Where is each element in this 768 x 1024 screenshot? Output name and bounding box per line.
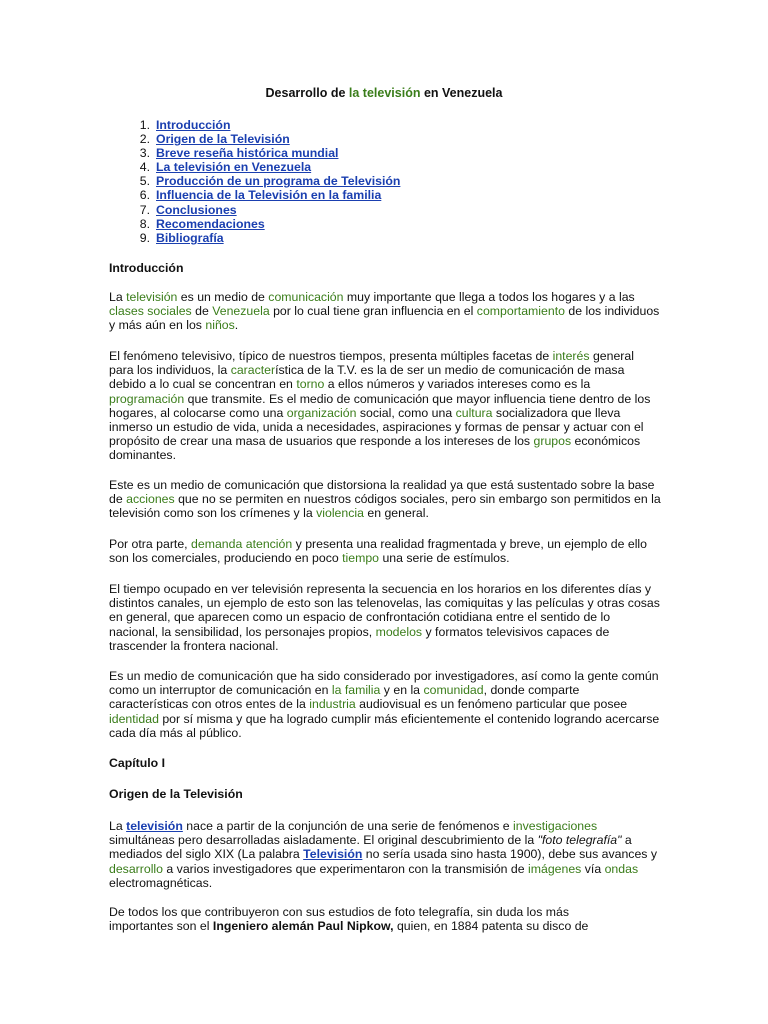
title-text-end: en Venezuela: [420, 86, 503, 100]
toc-link-introduccion[interactable]: Introducción: [156, 118, 231, 132]
italic-text: "foto telegrafía": [537, 833, 622, 848]
toc-link-origen[interactable]: Origen de la Televisión: [156, 132, 290, 147]
television-link[interactable]: televisión: [126, 819, 183, 833]
text: La: [109, 819, 127, 833]
text: .: [234, 318, 239, 333]
text: y en la: [380, 683, 424, 698]
text: que transmite. Es el medio de comunicación que mayor influencia tiene dentro de los hogares, al colocarse como una: [109, 391, 651, 420]
text: a ellos números y variados intereses como es la: [324, 377, 591, 392]
text: en general.: [363, 506, 429, 521]
text: simultáneas pero desarrolladas aisladamente. El original descubrimiento de la: [109, 833, 538, 848]
text: Es un medio de comunicación que ha sido considerado por investigadores, así como la gente común como un interruptor de comunicación en: [109, 669, 659, 698]
toc-number: 1.: [139, 118, 150, 132]
keyword-link[interactable]: investigaciones: [513, 819, 598, 833]
paragraph-investigadores: [109, 669, 661, 740]
keyword-link[interactable]: clases sociales: [109, 304, 192, 319]
paragraph-intro: [109, 290, 661, 333]
keyword-link[interactable]: televisión: [126, 290, 178, 304]
toc-number: 6.: [139, 188, 150, 203]
keyword-link[interactable]: modelos: [375, 624, 423, 639]
keyword-link[interactable]: ondas: [604, 861, 639, 876]
keyword-link[interactable]: identidad: [109, 711, 159, 726]
text: por sí misma y que ha logrado cumplir más eficientemente el contenido logrando acercarse cada día más al público.: [109, 711, 660, 740]
toc-link-produccion[interactable]: Producción de un programa de Televisión: [156, 174, 401, 189]
keyword-link[interactable]: organización: [286, 405, 357, 420]
title-link[interactable]: la televisión: [348, 86, 421, 100]
document-title: [0, 86, 768, 100]
keyword-link[interactable]: imágenes: [528, 861, 582, 876]
keyword-link[interactable]: tiempo: [342, 551, 380, 566]
paragraph-distorsiona: [109, 478, 661, 521]
paragraph-fenomeno: [109, 349, 661, 463]
text: Este es un medio de comunicación que distorsiona la realidad ya que está sustentado sobre la base de: [109, 478, 655, 507]
text: de: [191, 304, 213, 319]
paragraph-tiempo: [109, 582, 661, 653]
text: ística de la T.V. es la de ser un medio de comunicación de masa debido a lo cual se concentran en: [109, 363, 625, 392]
text: es un medio de: [177, 290, 269, 304]
text: , donde comparte características con otros entes de la: [109, 683, 580, 712]
keyword-link[interactable]: niños: [205, 318, 235, 333]
toc-number: 7.: [139, 202, 150, 217]
text: y presenta una realidad fragmentada y breve, un ejemplo de ello son los comerciales, produciendo en poco: [109, 537, 648, 566]
text: El fenómeno televisivo, típico de nuestros tiempos, presenta múltiples facetas de: [109, 349, 553, 363]
keyword-link[interactable]: comportamiento: [476, 304, 565, 319]
text: vía: [581, 861, 605, 876]
toc-link-influencia[interactable]: Influencia de la Televisión en la familia: [156, 188, 382, 203]
toc-link-bibliografia[interactable]: Bibliografía: [156, 230, 224, 245]
text: nace a partir de la conjunción de una serie de fenómenos e: [182, 819, 514, 833]
text: socializadora que lleva inmerso un estudio de vida, unida a necesidades, aspiraciones y formas de pensar y actuar con el propósito de crear una masa de usuarios que responde a los intereses de los: [109, 405, 644, 449]
heading-origen: Origen de la Televisión: [109, 787, 243, 801]
text: La: [109, 290, 127, 304]
text: audiovisual es un fenómeno particular que posee: [355, 697, 628, 712]
text: electromagnéticas.: [109, 875, 213, 890]
text: general para los individuos, la: [109, 349, 634, 378]
paragraph-otra-parte: [109, 537, 661, 565]
keyword-link[interactable]: desarrollo: [109, 861, 163, 876]
keyword-link[interactable]: programación: [109, 391, 185, 406]
text: El tiempo ocupado en ver televisión representa la secuencia en los horarios en los diferentes días y distintos canales, un ejemplo de esto son las telenovelas, las comiquitas y las películas y otras cosas en general, que aparecen como un espacio de confrontación cotidiana entre el sentido de lo nacional, la sensibilidad, los personajes propios,: [109, 582, 660, 639]
keyword-link[interactable]: comunicación: [268, 290, 344, 304]
toc-link-recomendaciones[interactable]: Recomendaciones: [156, 216, 265, 231]
toc-link-venezuela[interactable]: La televisión en Venezuela: [156, 160, 312, 175]
keyword-link[interactable]: Venezuela: [212, 304, 270, 319]
text: no sería usada sino hasta 1900), debe sus avances y: [362, 847, 658, 862]
toc-number: 9.: [139, 230, 150, 245]
heading-introduccion: Introducción: [109, 261, 184, 275]
keyword-link[interactable]: cultura: [455, 405, 493, 420]
keyword-link[interactable]: acciones: [126, 492, 175, 507]
text: de los individuos y más aún en los: [109, 304, 660, 333]
text: por lo cual tiene gran influencia en el: [269, 304, 477, 319]
toc-number: 8.: [139, 216, 150, 231]
keyword-link[interactable]: demanda atención: [191, 537, 293, 551]
title-text: Desarrollo de: [265, 86, 349, 100]
heading-capitulo-i: Capítulo I: [109, 756, 166, 770]
text: Por otra parte,: [109, 537, 192, 551]
bold-text: Ingeniero alemán Paul Nipkow,: [212, 919, 394, 934]
text: económicos dominantes.: [109, 434, 641, 463]
text: social, como una: [356, 405, 456, 420]
toc-number: 2.: [139, 132, 150, 147]
text: que no se permiten en nuestros códigos sociales, pero sin embargo son permitidos en la televisión como son los crímenes y la: [109, 492, 661, 521]
paragraph-nipkow: [109, 905, 621, 933]
text: muy importante que llega a todos los hogares y a las: [343, 290, 635, 304]
toc-number: 3.: [139, 146, 150, 161]
keyword-link[interactable]: interés: [552, 349, 590, 363]
toc-link-resena[interactable]: Breve reseña histórica mundial: [156, 146, 339, 161]
keyword-link[interactable]: industria: [309, 697, 356, 712]
text: a varios investigadores que experimentaron con la transmisión de: [163, 861, 529, 876]
keyword-link[interactable]: comunidad: [423, 683, 484, 698]
text: De todos los que contribuyeron con sus estudios de foto telegrafía, sin duda los más importantes son el: [109, 905, 570, 934]
text: quien, en 1884 patenta su disco de: [393, 919, 589, 934]
toc-link-conclusiones[interactable]: Conclusiones: [156, 202, 237, 217]
paragraph-origen: [109, 819, 664, 890]
television-link[interactable]: Televisión: [303, 847, 363, 862]
toc-number: 5.: [139, 174, 150, 189]
keyword-link[interactable]: torno: [296, 377, 325, 392]
text: una serie de estímulos.: [379, 551, 510, 566]
text: y formatos televisivos capaces de trascender la frontera nacional.: [109, 624, 610, 653]
text: a mediados del siglo XIX (La palabra: [109, 833, 632, 862]
keyword-link[interactable]: violencia: [316, 506, 364, 521]
keyword-link[interactable]: grupos: [533, 434, 572, 449]
toc-number: 4.: [139, 160, 150, 175]
keyword-link[interactable]: la familia: [331, 683, 381, 698]
keyword-link[interactable]: caracter: [230, 363, 276, 378]
